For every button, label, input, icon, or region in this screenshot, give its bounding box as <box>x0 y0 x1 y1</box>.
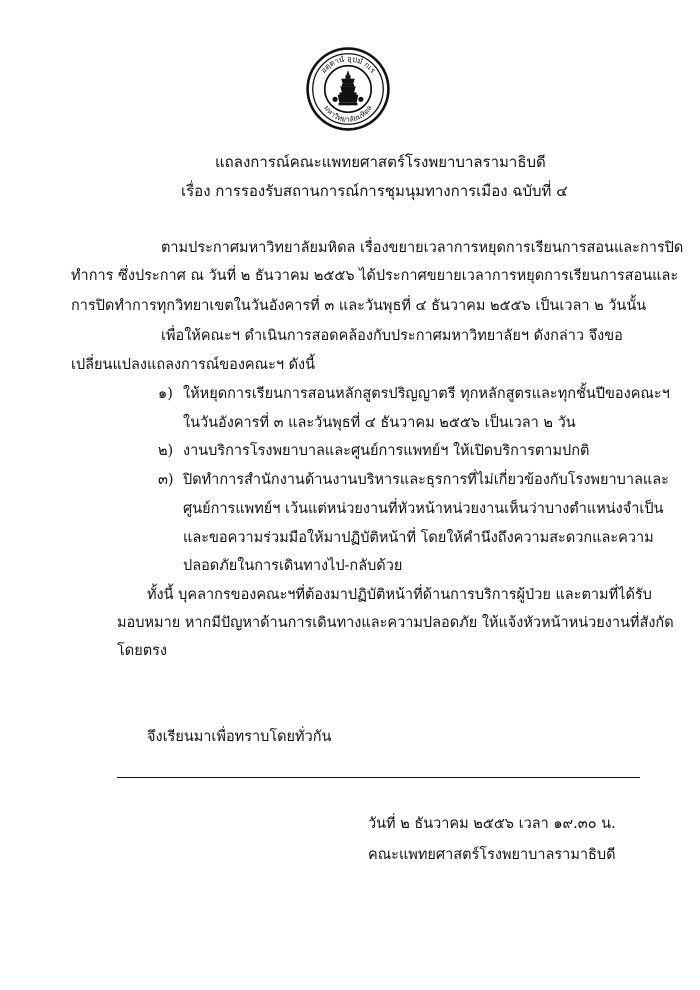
seal-bottom-text: มหาวิทยาลัยมหิดล <box>322 103 374 124</box>
list-item-2-line-1: งานบริการโรงพยาบาลและศูนย์การแพทย์ฯ ให้เปิดบริการตามปกติ <box>183 443 590 459</box>
list-item-3-number: ๓) <box>158 472 174 488</box>
university-seal-logo <box>305 46 391 132</box>
paragraph-1-line-3: การปิดทำการทุกวิทยาเขตในวันอังคารที่ ๓ และวันพุธที่ ๔ ธันวาคม ๒๕๕๖ เป็นเวลา ๒ วันนั้น <box>71 298 647 314</box>
paragraph-1-line-2: ทำการ ซึ่งประกาศ ณ วันที่ ๒ ธันวาคม ๒๕๕๖ ได้ประกาศขยายเวลาการหยุดการเรียนการสอนและ <box>71 268 679 284</box>
announcement-subject: เรื่อง การรองรับสถานการณ์การชุมนุมทางการเมือง ฉบับที่ ๔ <box>181 182 568 200</box>
list-item-3-line-2: ศูนย์การแพทย์ฯ เว้นแต่หน่วยงานที่หัวหน้าหน่วยงานเห็นว่าบางตำแหน่งจำเป็น <box>183 501 664 517</box>
list-item-3-line-4: ปลอดภัยในการเดินทางไป-กลับด้วย <box>183 558 403 574</box>
announcement-title: แถลงการณ์คณะแพทยศาสตร์โรงพยาบาลรามาธิบดี <box>215 153 546 171</box>
closing-statement: จึงเรียนมาเพื่อทราบโดยทั่วกัน <box>147 729 332 745</box>
list-item-1-line-2: ในวันอังคารที่ ๓ และวันพุธที่ ๔ ธันวาคม ๒๕๕๖ เป็นเวลา ๒ วัน <box>183 415 576 431</box>
list-item-3-line-3: และขอความร่วมมือให้มาปฏิบัติหน้าที่ โดยให้คำนึงถึงความสะดวกและความ <box>183 530 654 546</box>
paragraph-2-line-2: เปลี่ยนแปลงแถลงการณ์ของคณะฯ ดังนี้ <box>71 357 316 373</box>
divider-line <box>117 777 640 778</box>
paragraph-1-line-1: ตามประกาศมหาวิทยาลัยมหิดล เรื่องขยายเวลาการหยุดการเรียนการสอนและการปิด <box>161 240 684 256</box>
svg-text:มหาวิทยาลัยมหิดล <box>322 104 374 124</box>
list-item-1-number: ๑) <box>158 386 173 402</box>
seal-top-text: อตฺตานํ อุปมํ กเร <box>318 54 378 75</box>
list-item-2-number: ๒) <box>158 443 174 459</box>
paragraph-2-line-1: เพื่อให้คณะฯ ดำเนินการสอดคล้องกับประกาศมหาวิทยาลัยฯ ดังกล่าว จึงขอ <box>161 328 623 344</box>
paragraph-3-line-2: มอบหมาย หากมีปัญหาด้านการเดินทางและความปลอดภัย ให้แจ้งหัวหน้าหน่วยงานที่สังกัด <box>117 615 674 631</box>
issuing-organization: คณะแพทยศาสตร์โรงพยาบาลรามาธิบดี <box>368 847 616 863</box>
paragraph-3-line-1: ทั้งนี้ บุคลากรของคณะฯที่ต้องมาปฏิบัติหน้าที่ด้านการบริการผู้ป่วย และตามที่ได้รับ <box>147 587 652 603</box>
issue-date: วันที่ ๒ ธันวาคม ๒๕๕๖ เวลา ๑๙.๓๐ น. <box>368 816 616 832</box>
list-item-1-line-1: ให้หยุดการเรียนการสอนหลักสูตรปริญญาตรี ทุกหลักสูตรและทุกชั้นปีของคณะฯ <box>183 386 670 402</box>
list-item-3-line-1: ปิดทำการสำนักงานด้านงานบริหารและธุรการที่ไม่เกี่ยวข้องกับโรงพยาบาลและ <box>183 472 669 488</box>
paragraph-3-line-3: โดยตรง <box>117 643 167 659</box>
